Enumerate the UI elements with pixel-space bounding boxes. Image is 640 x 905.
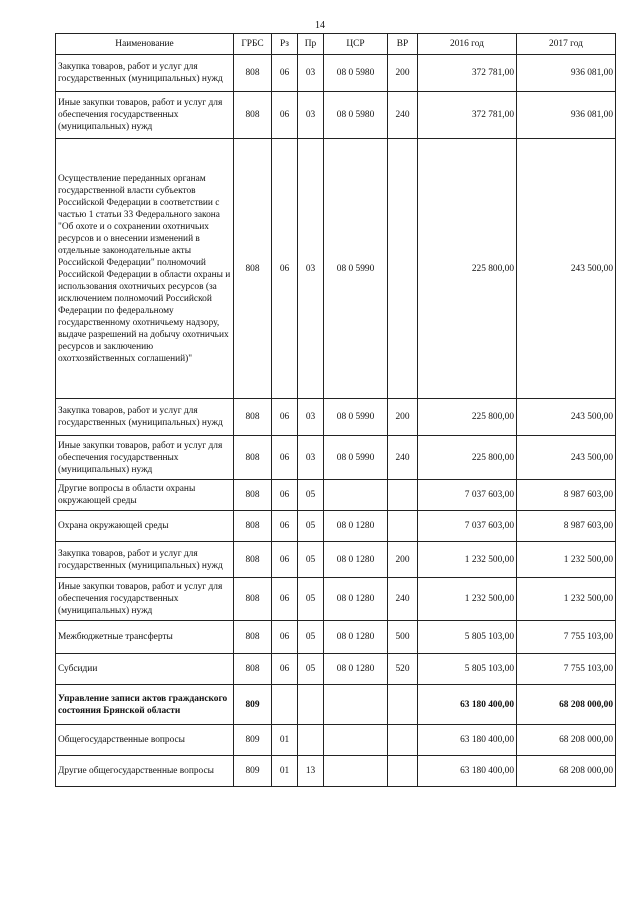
cell-rz: 06 xyxy=(272,139,298,399)
cell-rz: 06 xyxy=(272,480,298,511)
cell-pr: 13 xyxy=(298,756,324,787)
table-row xyxy=(56,511,616,542)
cell-vr xyxy=(388,139,418,399)
cell-vr xyxy=(388,511,418,542)
cell-rz xyxy=(272,685,298,725)
cell-2017: 8 987 603,00 xyxy=(517,511,616,542)
cell-name: Межбюджетные трансферты xyxy=(56,621,234,654)
cell-2016: 63 180 400,00 xyxy=(418,725,517,756)
cell-grbs: 808 xyxy=(234,621,272,654)
cell-name: Закупка товаров, работ и услуг для государственных (муниципальных) нужд xyxy=(56,55,234,92)
cell-pr: 05 xyxy=(298,542,324,578)
cell-2017: 936 081,00 xyxy=(517,92,616,139)
table-row xyxy=(56,685,616,725)
cell-csr: 08 0 1280 xyxy=(324,511,388,542)
cell-pr: 03 xyxy=(298,436,324,480)
cell-2016: 1 232 500,00 xyxy=(418,542,517,578)
cell-csr: 08 0 5990 xyxy=(324,399,388,436)
table-row xyxy=(56,480,616,511)
cell-rz: 06 xyxy=(272,399,298,436)
header-vr: ВР xyxy=(388,34,418,55)
cell-pr xyxy=(298,725,324,756)
cell-2017: 1 232 500,00 xyxy=(517,578,616,621)
header-grbs: ГРБС xyxy=(234,34,272,55)
cell-2017: 243 500,00 xyxy=(517,399,616,436)
cell-name: Иные закупки товаров, работ и услуг для обеспечения государственных (муниципальных) нужд xyxy=(56,436,234,480)
cell-rz: 06 xyxy=(272,511,298,542)
cell-2017: 68 208 000,00 xyxy=(517,685,616,725)
cell-rz: 06 xyxy=(272,621,298,654)
table-header-row xyxy=(56,34,616,55)
cell-pr: 05 xyxy=(298,654,324,685)
cell-vr xyxy=(388,725,418,756)
cell-pr: 05 xyxy=(298,480,324,511)
cell-name: Другие вопросы в области охраны окружающей среды xyxy=(56,480,234,511)
cell-2017: 1 232 500,00 xyxy=(517,542,616,578)
cell-2016: 225 800,00 xyxy=(418,399,517,436)
cell-vr: 200 xyxy=(388,399,418,436)
cell-2017: 7 755 103,00 xyxy=(517,621,616,654)
cell-grbs: 808 xyxy=(234,578,272,621)
cell-grbs: 808 xyxy=(234,436,272,480)
cell-2016: 63 180 400,00 xyxy=(418,756,517,787)
cell-grbs: 808 xyxy=(234,480,272,511)
cell-csr: 08 0 5990 xyxy=(324,139,388,399)
table-row xyxy=(56,92,616,139)
cell-grbs: 808 xyxy=(234,55,272,92)
table-row xyxy=(56,578,616,621)
cell-name: Управление записи актов гражданского состояния Брянской области xyxy=(56,685,234,725)
cell-vr: 500 xyxy=(388,621,418,654)
cell-rz: 06 xyxy=(272,55,298,92)
cell-2017: 936 081,00 xyxy=(517,55,616,92)
cell-2016: 372 781,00 xyxy=(418,92,517,139)
cell-csr xyxy=(324,725,388,756)
cell-grbs: 808 xyxy=(234,399,272,436)
table-row xyxy=(56,55,616,92)
cell-2017: 68 208 000,00 xyxy=(517,756,616,787)
cell-2016: 5 805 103,00 xyxy=(418,621,517,654)
cell-csr: 08 0 5990 xyxy=(324,436,388,480)
cell-vr: 240 xyxy=(388,92,418,139)
cell-vr: 200 xyxy=(388,542,418,578)
cell-pr: 05 xyxy=(298,621,324,654)
cell-2016: 1 232 500,00 xyxy=(418,578,517,621)
cell-rz: 06 xyxy=(272,578,298,621)
cell-2016: 225 800,00 xyxy=(418,139,517,399)
cell-pr: 03 xyxy=(298,55,324,92)
cell-name: Осуществление переданных органам государственной власти субъектов Российской Федерации в соответствии с частью 1 статьи 33 Федерального закона "Об охоте и о сохранении охотничьих ресурсов и о внесении изменений в отдельные законодательные акты Российской Федерации" полномочий Российской Федерации в области охраны и использования охотничьих ресурсов (за исключением полномочий Российской Федерации по федеральному государственному охотничьему надзору, выдаче разрешений на добычу охотничьих ресурсов и заключению охотхозяйственных соглашений)" xyxy=(56,139,234,399)
cell-grbs: 808 xyxy=(234,139,272,399)
cell-rz: 06 xyxy=(272,92,298,139)
cell-pr: 03 xyxy=(298,92,324,139)
header-2017: 2017 год xyxy=(517,34,616,55)
header-pr: Пр xyxy=(298,34,324,55)
table-row xyxy=(56,621,616,654)
cell-grbs: 809 xyxy=(234,756,272,787)
cell-2016: 225 800,00 xyxy=(418,436,517,480)
cell-name: Охрана окружающей среды xyxy=(56,511,234,542)
cell-name: Закупка товаров, работ и услуг для государственных (муниципальных) нужд xyxy=(56,542,234,578)
cell-grbs: 809 xyxy=(234,685,272,725)
cell-2016: 7 037 603,00 xyxy=(418,511,517,542)
table-row xyxy=(56,139,616,399)
cell-grbs: 809 xyxy=(234,725,272,756)
cell-rz: 01 xyxy=(272,756,298,787)
cell-2016: 372 781,00 xyxy=(418,55,517,92)
table-row xyxy=(56,756,616,787)
cell-csr: 08 0 1280 xyxy=(324,542,388,578)
cell-pr: 03 xyxy=(298,139,324,399)
header-2016: 2016 год xyxy=(418,34,517,55)
header-rz: Рз xyxy=(272,34,298,55)
cell-grbs: 808 xyxy=(234,511,272,542)
cell-csr: 08 0 5980 xyxy=(324,92,388,139)
cell-grbs: 808 xyxy=(234,654,272,685)
cell-csr: 08 0 1280 xyxy=(324,621,388,654)
cell-2017: 243 500,00 xyxy=(517,436,616,480)
cell-csr: 08 0 1280 xyxy=(324,654,388,685)
cell-rz: 06 xyxy=(272,436,298,480)
cell-name: Иные закупки товаров, работ и услуг для обеспечения государственных (муниципальных) нужд xyxy=(56,92,234,139)
cell-2017: 243 500,00 xyxy=(517,139,616,399)
cell-2017: 7 755 103,00 xyxy=(517,654,616,685)
cell-csr: 08 0 1280 xyxy=(324,578,388,621)
cell-csr: 08 0 5980 xyxy=(324,55,388,92)
table-row xyxy=(56,436,616,480)
header-csr: ЦСР xyxy=(324,34,388,55)
cell-vr xyxy=(388,756,418,787)
cell-rz: 06 xyxy=(272,542,298,578)
cell-2016: 5 805 103,00 xyxy=(418,654,517,685)
cell-name: Субсидии xyxy=(56,654,234,685)
cell-csr xyxy=(324,480,388,511)
table-row xyxy=(56,542,616,578)
cell-vr: 240 xyxy=(388,436,418,480)
cell-vr: 520 xyxy=(388,654,418,685)
cell-pr: 03 xyxy=(298,399,324,436)
cell-pr: 05 xyxy=(298,578,324,621)
budget-table xyxy=(55,33,616,787)
header-name: Наименование xyxy=(56,34,234,55)
table-row xyxy=(56,725,616,756)
cell-vr: 240 xyxy=(388,578,418,621)
cell-pr xyxy=(298,685,324,725)
cell-name: Общегосударственные вопросы xyxy=(56,725,234,756)
cell-vr xyxy=(388,480,418,511)
cell-grbs: 808 xyxy=(234,92,272,139)
cell-rz: 01 xyxy=(272,725,298,756)
page-number: 14 xyxy=(315,20,325,31)
cell-2017: 68 208 000,00 xyxy=(517,725,616,756)
cell-2016: 63 180 400,00 xyxy=(418,685,517,725)
cell-name: Закупка товаров, работ и услуг для государственных (муниципальных) нужд xyxy=(56,399,234,436)
cell-2017: 8 987 603,00 xyxy=(517,480,616,511)
cell-rz: 06 xyxy=(272,654,298,685)
table-row xyxy=(56,654,616,685)
cell-name: Иные закупки товаров, работ и услуг для обеспечения государственных (муниципальных) нужд xyxy=(56,578,234,621)
cell-name: Другие общегосударственные вопросы xyxy=(56,756,234,787)
cell-grbs: 808 xyxy=(234,542,272,578)
table-row xyxy=(56,399,616,436)
cell-csr xyxy=(324,756,388,787)
cell-pr: 05 xyxy=(298,511,324,542)
cell-vr: 200 xyxy=(388,55,418,92)
cell-vr xyxy=(388,685,418,725)
cell-2016: 7 037 603,00 xyxy=(418,480,517,511)
cell-csr xyxy=(324,685,388,725)
